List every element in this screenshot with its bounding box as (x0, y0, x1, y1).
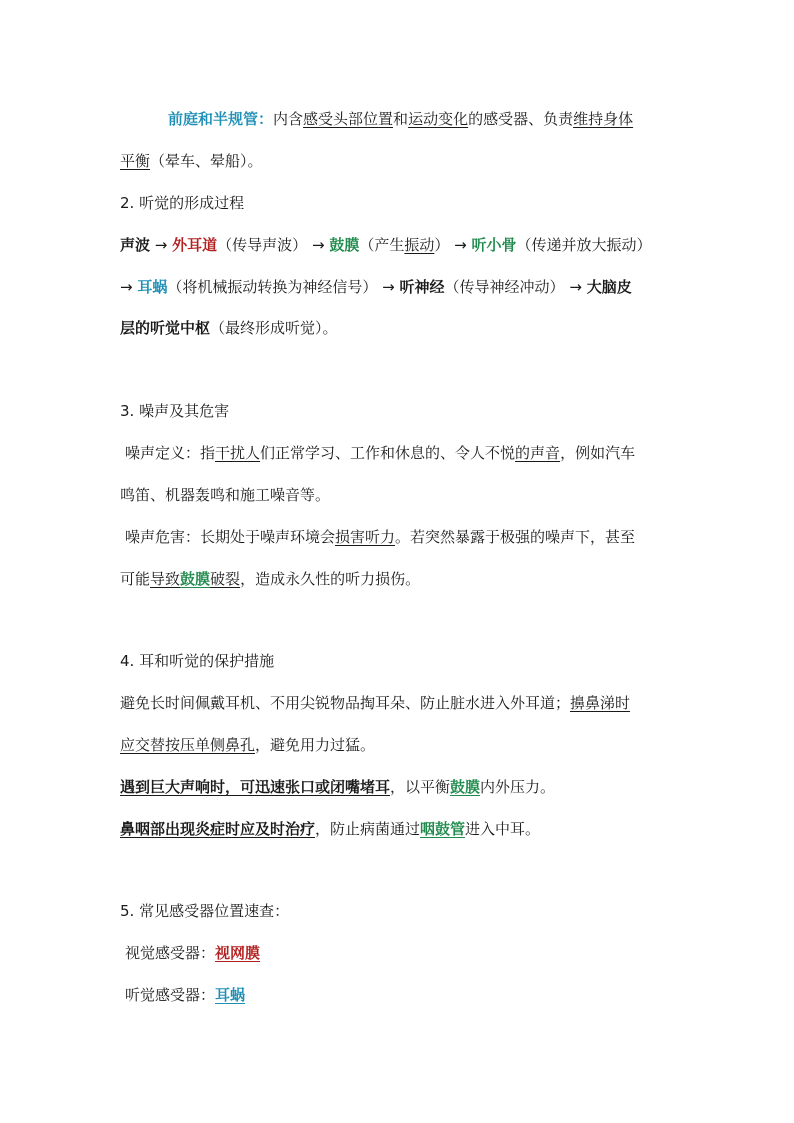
noise-definition-line2: 鸣笛、机器轰鸣和施工噪音等。 (120, 486, 331, 504)
text: 们正常学习、工作和休息的、令人不悦 (260, 444, 516, 462)
text: （晕车、晕船）。 (150, 152, 263, 170)
arrow-icon: → (311, 236, 325, 254)
note: （产生 (359, 236, 405, 254)
text: 进入中耳。 (465, 820, 541, 838)
receptor-label: 听觉感受器： (125, 986, 216, 1004)
vestibule-paragraph-line1 (168, 108, 633, 130)
flow-auditory-nerve: 听神经 (399, 278, 445, 296)
text: 可能 (120, 570, 151, 588)
hearing-flow-line2 (120, 276, 632, 298)
note: （最终形成听觉）。 (210, 319, 338, 337)
arrow-icon: → (382, 278, 395, 296)
arrow-icon: → (454, 236, 467, 254)
note: （将机械振动转换为神经信号） (167, 278, 378, 296)
text: ，以平衡 (390, 778, 451, 796)
text: 。若突然暴露于极强的噪声下，甚至 (395, 528, 636, 546)
text: ，避免用力过猛。 (255, 736, 376, 754)
noise-harm-line1 (125, 526, 635, 548)
underlined-bold-text: 鼻咽部出现炎症时应及时治疗 (120, 820, 316, 838)
hearing-receptor-row (125, 984, 245, 1006)
flow-eardrum: 鼓膜 (329, 236, 360, 254)
underlined-bold-text: 遇到巨大声响时，可迅速张口或闭嘴堵耳 (120, 778, 391, 796)
arrow-icon: → (154, 236, 168, 254)
hearing-flow-line3 (120, 317, 338, 339)
section-heading-receptors: 5. 常见感受器位置速查： (120, 902, 290, 920)
hearing-flow-line1 (120, 234, 652, 256)
underlined-text: 擤鼻涕时 (570, 694, 631, 712)
note: ） (434, 236, 450, 254)
note: （传导神经冲动） (444, 278, 565, 296)
underlined-text: 干扰人 (215, 444, 261, 462)
underlined-text: 感受头部位置 (303, 110, 394, 128)
term-eardrum: 鼓膜 (180, 570, 211, 588)
underlined-text: 的声音 (515, 444, 561, 462)
protection-line2 (120, 734, 375, 756)
section-heading-protection: 4. 耳和听觉的保护措施 (120, 652, 275, 670)
flow-ear-canal: 外耳道 (172, 236, 218, 254)
visual-receptor-row (125, 942, 260, 964)
underlined-text: 运动变化 (408, 110, 469, 128)
underlined-text: 振动 (404, 236, 435, 254)
text: ，防止病菌通过 (315, 820, 421, 838)
noise-definition-line1 (125, 442, 635, 464)
arrow-icon: → (120, 278, 133, 296)
text: 内含 (273, 110, 304, 128)
note: （传导声波） (217, 236, 308, 254)
arrow-icon: → (569, 278, 582, 296)
protection-line4 (120, 818, 540, 840)
term-eustachian-tube: 咽鼓管 (420, 820, 466, 838)
term-cochlea: 耳蜗 (215, 986, 246, 1004)
protection-line3 (120, 776, 555, 798)
underlined-text: 损害听力 (335, 528, 396, 546)
section-heading-hearing: 2. 听觉的形成过程 (120, 194, 245, 212)
flow-sound-wave: 声波 (120, 236, 151, 254)
text: 内外压力。 (480, 778, 556, 796)
underlined-text: 应交替按压单侧鼻孔 (120, 736, 256, 754)
underlined-text: 破裂 (210, 570, 241, 588)
text: ，造成永久性的听力损伤。 (240, 570, 421, 588)
term-eardrum: 鼓膜 (450, 778, 481, 796)
protection-line1 (120, 692, 630, 714)
text: 噪声定义：指 (125, 444, 216, 462)
flow-cortex-cont: 层的听觉中枢 (120, 319, 211, 337)
text: ，例如汽车 (560, 444, 636, 462)
underlined-text: 平衡 (120, 152, 151, 170)
text: 避免长时间佩戴耳机、不用尖锐物品掏耳朵、防止脏水进入外耳道； (120, 694, 571, 712)
section-heading-noise: 3. 噪声及其危害 (120, 402, 230, 420)
flow-cochlea: 耳蜗 (137, 278, 168, 296)
receptor-label: 视觉感受器： (125, 944, 216, 962)
text: 噪声危害：长期处于噪声环境会 (125, 528, 336, 546)
text: 的感受器、负责 (468, 110, 574, 128)
underlined-text: 导致 (150, 570, 181, 588)
term-vestibule: 前庭和半规管： (168, 110, 274, 128)
term-retina: 视网膜 (215, 944, 261, 962)
underlined-text: 维持身体 (573, 110, 634, 128)
vestibule-paragraph-line2 (120, 150, 263, 172)
noise-harm-line2 (120, 568, 420, 590)
note: （传递并放大振动） (516, 236, 652, 254)
flow-cortex: 大脑皮 (586, 278, 632, 296)
flow-ossicles: 听小骨 (471, 236, 517, 254)
text: 和 (393, 110, 409, 128)
